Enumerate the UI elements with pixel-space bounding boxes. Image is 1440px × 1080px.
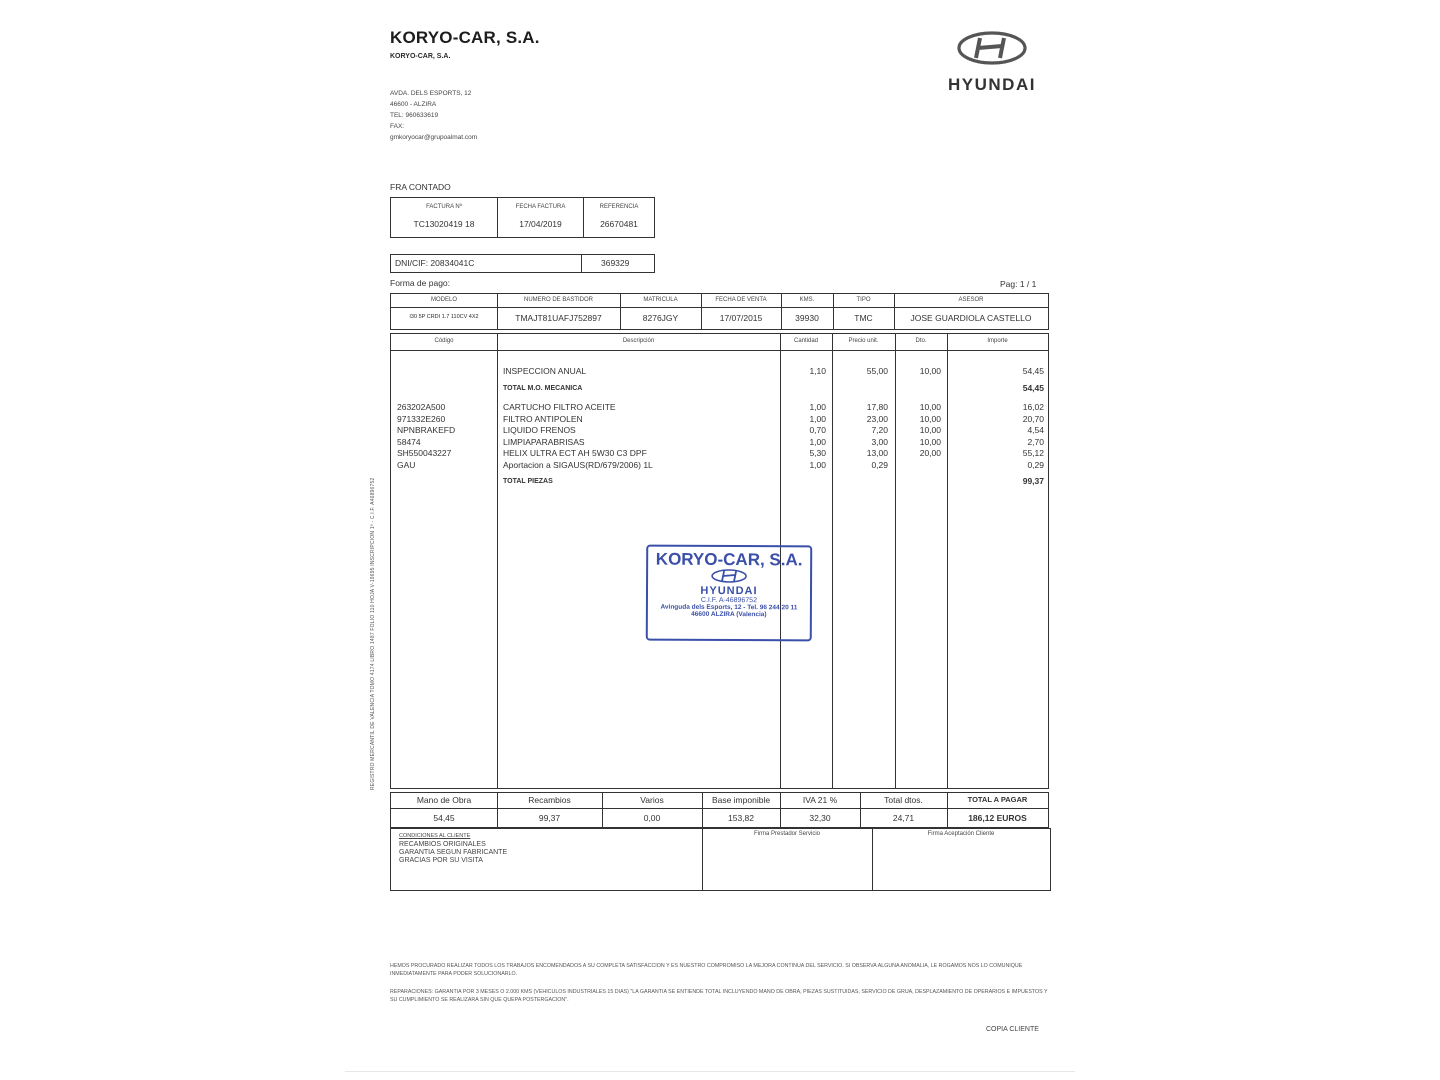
hyundai-emblem-icon — [944, 30, 1040, 70]
reference-label: REFERENCIA — [599, 204, 639, 210]
invoice-number-cell — [391, 198, 497, 237]
part-amount: 0,29 — [1027, 459, 1044, 470]
part-qty: 1,00 — [809, 413, 826, 424]
discount-total-header: Total dtos. — [884, 795, 923, 805]
invoice-date-label: FECHA FACTURA — [515, 204, 566, 210]
plate-value: 8276JGY — [642, 313, 679, 323]
table-row — [391, 460, 1048, 472]
parts-rows — [391, 402, 1048, 471]
part-desc: Aportacion a SIGAUS(RD/679/2006) 1L — [503, 459, 653, 470]
part-dto: 10,00 — [919, 436, 941, 447]
part-desc: HELIX ULTRA ECT AH 5W30 C3 DPF — [503, 448, 647, 458]
address-line: 46600 - ALZIRA — [390, 101, 437, 108]
labor-price: 55,00 — [866, 366, 888, 376]
signature-client: Firma Aceptación Cliente — [927, 831, 995, 837]
address-line: AVDA. DELS ESPORTS, 12 — [390, 90, 472, 97]
company-name: KORYO-CAR, S.A. — [390, 28, 540, 47]
total-to-pay-value: 186,12 EUROS — [968, 813, 1027, 823]
company-stamp — [646, 545, 813, 642]
misc-value: 0,00 — [643, 813, 661, 823]
part-qty: 1,00 — [809, 459, 826, 470]
invoice-number: TC13020419 18 — [413, 219, 475, 229]
part-dto: 10,00 — [919, 425, 941, 435]
page-number: Pag: 1 / 1 — [1000, 279, 1037, 289]
part-code: 263202A500 — [397, 402, 446, 412]
vat-value: 32,30 — [809, 813, 831, 823]
part-price: 7,20 — [871, 425, 888, 435]
part-amount: 2,70 — [1027, 436, 1044, 447]
vin-value: TMAJT81UAFJ752897 — [515, 313, 602, 323]
labor-total-label: TOTAL M.O. MECANICA — [503, 385, 583, 392]
footer-note-satisfaction: HEMOS PROCURADO REALIZAR TODOS LOS TRABAJOS ENCOMENDADOS A SU COMPLETA SATISFACCION Y ES NUESTRO COMPROMISO LA MEJORA CONTINUA DEL SERVICIO. SI OBSERVA ALGUNA ANOMALIA, LE ROGAMOS NOS LO COMUNIQUE INMEDIATAMENTE PARA PODER SOLUCIONARLO. — [390, 963, 1023, 977]
part-code: GAU — [397, 459, 416, 470]
parts-header: Recambios — [528, 795, 571, 805]
part-dto: 10,00 — [919, 413, 941, 424]
advisor-label: ASESOR — [958, 297, 984, 303]
hyundai-logo — [944, 30, 1040, 94]
part-dto: 20,00 — [919, 448, 941, 458]
part-desc: LIMPIAPARABRISAS — [503, 436, 585, 447]
footer-note-warranty: REPARACIONES: GARANTIA POR 3 MESES O 2.000 KMS (VEHICULOS INDUSTRIALES 15 DIAS) "LA GARANTIA SE ENTIENDE TOTAL INCLUYENDO MANO DE OBRA, PIEZAS SUSTITUIDAS, SERVICIO DE GRUA, DESPLAZAMIENTO DE OPERARIOS E IMPUESTOS Y SU CUMPLIMIENTO SE REALIZARA SIN QUE QUEPA POSTERGACION". — [390, 989, 1048, 1003]
dni-cif: DNI/CIF: 20834041C — [395, 258, 475, 268]
sale-date-value: 17/07/2015 — [719, 313, 763, 323]
stamp-city: 46600 ALZIRA (Valencia) — [691, 610, 767, 619]
col-code: Código — [434, 338, 454, 344]
part-price: 0,29 — [871, 459, 888, 470]
parts-total-value: 99,37 — [538, 813, 561, 823]
reference-cell — [583, 198, 654, 237]
client-id-box — [390, 254, 655, 273]
part-amount: 55,12 — [1022, 448, 1044, 458]
part-desc: CARTUCHO FILTRO ACEITE — [503, 402, 616, 412]
condition-line: GRACIAS POR SU VISITA — [399, 857, 483, 864]
col-unit-price: Precio unit. — [848, 338, 879, 344]
part-qty: 1,00 — [809, 436, 826, 447]
discount-total-value: 24,71 — [892, 813, 915, 823]
part-desc: FILTRO ANTIPOLEN — [503, 413, 583, 424]
address-line: FAX: — [390, 123, 405, 130]
part-code: 58474 — [397, 436, 421, 447]
stamp-cif: C.I.F. A-46896752 — [700, 596, 757, 605]
copy-label: COPIA CLIENTE — [986, 1026, 1039, 1033]
col-description: Descripción — [622, 338, 655, 344]
model-value: I30 5P CRDI 1.7 110CV 4X2 — [409, 314, 479, 320]
labor-total-value: 54,45 — [433, 813, 455, 823]
part-code: SH550043227 — [397, 448, 452, 458]
labor-qty: 1,10 — [809, 366, 826, 376]
client-number: 369329 — [601, 258, 630, 268]
invoice-date-cell — [497, 198, 583, 237]
col-amount: Importe — [987, 338, 1008, 344]
stamp-address: Avinguda dels Esports, 12 - Tel. 96 244 20 11 — [660, 603, 798, 612]
type-value: TMC — [854, 313, 873, 323]
labor-dto: 10,00 — [919, 366, 941, 376]
part-amount: 16,02 — [1022, 402, 1044, 412]
vin-label: NUMERO DE BASTIDOR — [523, 297, 593, 303]
address-line: gmkoryocar@grupoalmat.com — [390, 134, 478, 141]
misc-header: Varios — [640, 795, 664, 805]
company-address — [390, 88, 477, 143]
part-dto: 10,00 — [919, 402, 941, 412]
labor-amount: 54,45 — [1022, 366, 1044, 376]
registry-side-text: REGISTRO MERCANTIL DE VALENCIA TOMO 4174 LIBRO 1487 FOLIO 110 HOJA V-19695 INSCRIPCION 1ª - C.I.F. A46896752 — [370, 477, 376, 790]
condition-line: GARANTIA SEGUN FABRICANTE — [399, 849, 508, 856]
reference-value: 26670481 — [600, 219, 638, 229]
stamp-emblem-icon — [709, 569, 749, 583]
totals-table — [390, 792, 1049, 828]
plate-label: MATRICULA — [643, 297, 678, 303]
labor-header: Mano de Obra — [416, 795, 472, 805]
hyundai-wordmark: HYUNDAI — [948, 75, 1036, 94]
col-quantity: Cantidad — [793, 338, 819, 344]
table-row — [391, 448, 1048, 460]
part-qty: 0,70 — [809, 425, 826, 435]
kms-label: KMS. — [799, 297, 815, 303]
parts-total: 99,37 — [1022, 476, 1044, 486]
part-amount: 4,54 — [1027, 425, 1044, 435]
conditions-list — [399, 841, 507, 865]
type-label: TIPO — [856, 297, 871, 303]
payment-method-label: Forma de pago: — [390, 278, 451, 288]
conditions-box — [390, 828, 1051, 891]
table-row — [391, 414, 1048, 426]
table-row — [391, 437, 1048, 449]
labor-total: 54,45 — [1022, 383, 1044, 393]
conditions-title: CONDICIONES AL CLIENTE — [399, 833, 471, 839]
company-name-small: KORYO-CAR, S.A. — [390, 53, 451, 60]
part-code: 971332E260 — [397, 413, 446, 424]
part-code: NPNBRAKEFD — [397, 425, 456, 435]
signature-provider: Firma Prestador Servicio — [753, 831, 821, 837]
sale-date-label: FECHA DE VENTA — [715, 297, 767, 303]
model-label: MODELO — [430, 297, 457, 303]
condition-line: RECAMBIOS ORIGINALES — [399, 841, 486, 848]
stamp-company-name: KORYO-CAR, S.A. — [655, 549, 803, 570]
stamp-brand: HYUNDAI — [700, 584, 758, 598]
labor-desc: INSPECCION ANUAL — [503, 366, 587, 376]
part-amount: 20,70 — [1022, 413, 1044, 424]
part-price: 3,00 — [871, 436, 888, 447]
parts-total-label: TOTAL PIEZAS — [503, 478, 553, 485]
advisor-value: JOSE GUARDIOLA CASTELLO — [910, 313, 1032, 323]
table-row — [391, 425, 1048, 437]
invoice-type: FRA CONTADO — [390, 182, 451, 192]
table-row — [391, 402, 1048, 414]
address-line: TEL: 960633619 — [390, 112, 439, 119]
vehicle-info-box — [390, 293, 1049, 330]
invoice-id-box — [390, 197, 655, 238]
tax-base-header: Base imponible — [711, 795, 771, 805]
part-qty: 1,00 — [809, 402, 826, 412]
col-discount: Dto. — [915, 338, 927, 344]
invoice-number-label: FACTURA Nº — [426, 204, 462, 210]
part-qty: 5,30 — [809, 448, 826, 458]
kms-value: 39930 — [795, 313, 819, 323]
page-bottom-edge — [345, 1071, 1075, 1072]
part-price: 17,80 — [866, 402, 888, 412]
invoice-date: 17/04/2019 — [519, 219, 562, 229]
total-to-pay-header: TOTAL A PAGAR — [967, 795, 1028, 804]
part-price: 13,00 — [866, 448, 888, 458]
part-price: 23,00 — [866, 413, 888, 424]
part-desc: LIQUIDO FRENOS — [503, 425, 576, 435]
vat-header: IVA 21 % — [802, 795, 838, 805]
tax-base-value: 153,82 — [728, 813, 754, 823]
